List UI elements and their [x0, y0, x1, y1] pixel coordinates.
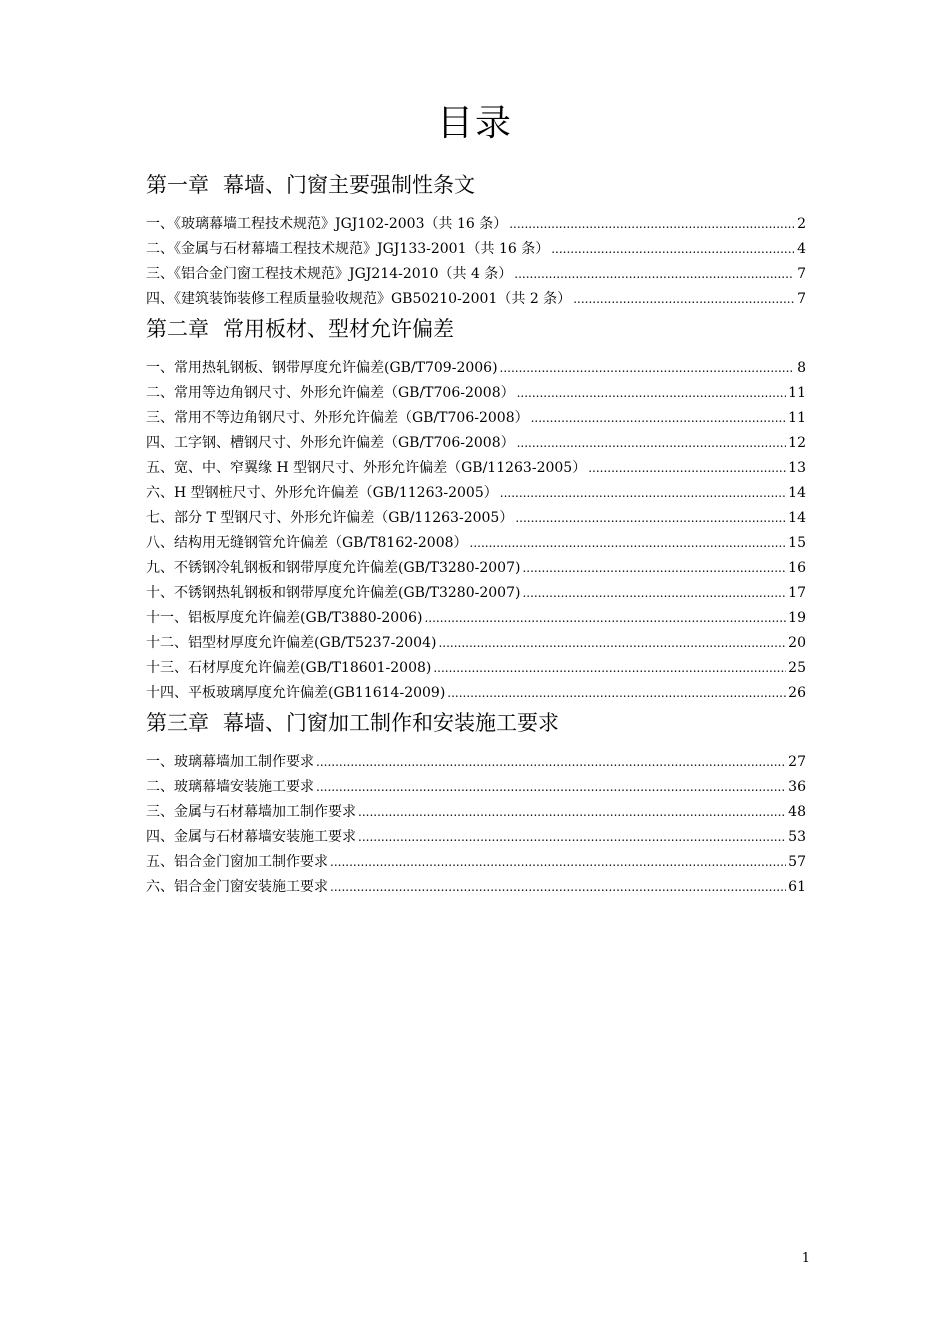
toc-entry[interactable]: [146, 656, 806, 681]
dot-leader: [438, 631, 786, 656]
toc-entry-label: 一、玻璃幕墙加工制作要求: [146, 754, 314, 770]
toc-entry[interactable]: [146, 681, 806, 706]
toc-entry-page: 20: [788, 635, 806, 651]
chapter-heading: [146, 168, 806, 202]
toc-entry[interactable]: [146, 406, 806, 431]
toc-entry-label: 三、金属与石材幕墙加工制作要求: [146, 804, 356, 820]
dot-leader: [447, 681, 786, 706]
toc-entry-label: 五、宽、中、窄翼缘 H 型钢尺寸、外形允许偏差（GB/11263-2005）: [146, 460, 587, 476]
toc-entry-label: 四、工字钢、槽钢尺寸、外形允许偏差（GB/T706-2008）: [146, 435, 515, 451]
toc-entry[interactable]: [146, 262, 806, 287]
toc-entry[interactable]: [146, 775, 806, 800]
toc-entry-label: 三、《铝合金门窗工程技术规范》JGJ214-2010（共 4 条）: [146, 266, 513, 282]
table-of-contents: [146, 168, 806, 900]
toc-entry-page: 2: [797, 216, 806, 232]
toc-entry-page: 7: [797, 291, 806, 307]
toc-entry[interactable]: [146, 800, 806, 825]
toc-entry-label: 九、不锈钢冷轧钢板和钢带厚度允许偏差(GB/T3280-2007): [146, 560, 521, 576]
toc-entry-page: 25: [788, 660, 806, 676]
dot-leader: [358, 800, 786, 825]
dot-leader: [522, 556, 786, 581]
toc-entry[interactable]: [146, 237, 806, 262]
dot-leader: [433, 656, 786, 681]
toc-entry[interactable]: [146, 456, 806, 481]
toc-entry-label: 七、部分 T 型钢尺寸、外形允许偏差（GB/11263-2005）: [146, 510, 514, 526]
toc-entry[interactable]: [146, 850, 806, 875]
toc-entry-page: 17: [788, 585, 806, 601]
dot-leader: [316, 775, 786, 800]
toc-entry-page: 13: [788, 460, 806, 476]
toc-entry[interactable]: [146, 356, 806, 381]
toc-entry-label: 五、铝合金门窗加工制作要求: [146, 854, 328, 870]
dot-leader: [522, 581, 786, 606]
toc-entry-label: 二、《金属与石材幕墙工程技术规范》JGJ133-2001（共 16 条）: [146, 241, 550, 257]
dot-leader: [551, 237, 794, 262]
toc-entry-label: 十一、铝板厚度允许偏差(GB/T3880-2006): [146, 610, 423, 626]
toc-entry-label: 三、常用不等边角钢尺寸、外形允许偏差（GB/T706-2008）: [146, 410, 529, 426]
toc-entry-label: 十、不锈钢热轧钢板和钢带厚度允许偏差(GB/T3280-2007): [146, 585, 521, 601]
chapter-heading: [146, 706, 806, 740]
chapter-title: 幕墙、门窗加工制作和安装施工要求: [223, 711, 559, 735]
toc-entry-page: 11: [788, 410, 806, 426]
toc-entry-label: 十三、石材厚度允许偏差(GB/T18601-2008): [146, 660, 432, 676]
chapter-title: 常用板材、型材允许偏差: [223, 317, 454, 341]
chapter-number: 第一章: [146, 173, 209, 197]
toc-entry-page: 12: [788, 435, 806, 451]
toc-entry-page: 19: [788, 610, 806, 626]
page-title: 目录: [436, 103, 513, 144]
dot-leader: [588, 456, 786, 481]
chapter-title: 幕墙、门窗主要强制性条文: [223, 173, 475, 197]
toc-entry[interactable]: [146, 825, 806, 850]
toc-entry-label: 十二、铝型材厚度允许偏差(GB/T5237-2004): [146, 635, 437, 651]
toc-entry-page: 48: [788, 804, 806, 820]
toc-entry[interactable]: [146, 212, 806, 237]
toc-entry[interactable]: [146, 581, 806, 606]
dot-leader: [330, 850, 786, 875]
toc-entry-label: 八、结构用无缝钢管允许偏差（GB/T8162-2008）: [146, 535, 468, 551]
toc-entry-page: 8: [797, 360, 806, 376]
chapter-number: 第二章: [146, 317, 209, 341]
dot-leader: [517, 431, 787, 456]
toc-entry-label: 六、铝合金门窗安装施工要求: [146, 879, 328, 895]
toc-entry-page: 14: [788, 510, 806, 526]
dot-leader: [470, 531, 787, 556]
toc-entry-page: 61: [788, 879, 806, 895]
dot-leader: [316, 750, 786, 775]
toc-entry-page: 15: [788, 535, 806, 551]
page-number: 1: [801, 1251, 810, 1266]
toc-entry-page: 57: [788, 854, 806, 870]
toc-entry[interactable]: [146, 287, 806, 312]
toc-entry-label: 十四、平板玻璃厚度允许偏差(GB11614-2009): [146, 685, 446, 701]
toc-entry-page: 53: [788, 829, 806, 845]
toc-entry-page: 36: [788, 779, 806, 795]
dot-leader: [358, 825, 786, 850]
dot-leader: [531, 406, 787, 431]
toc-entry-page: 14: [788, 485, 806, 501]
chapter-number: 第三章: [146, 711, 209, 735]
toc-entry[interactable]: [146, 381, 806, 406]
dot-leader: [500, 356, 794, 381]
dot-leader: [514, 262, 794, 287]
toc-entry-page: 7: [797, 266, 806, 282]
toc-entry[interactable]: [146, 506, 806, 531]
toc-entry-label: 四、金属与石材幕墙安装施工要求: [146, 829, 356, 845]
dot-leader: [424, 606, 786, 631]
toc-entry-page: 11: [788, 385, 806, 401]
toc-entry[interactable]: [146, 750, 806, 775]
toc-entry[interactable]: [146, 631, 806, 656]
toc-entry-page: 27: [788, 754, 806, 770]
toc-entry-label: 二、玻璃幕墙安装施工要求: [146, 779, 314, 795]
toc-entry-page: 16: [788, 560, 806, 576]
dot-leader: [517, 381, 787, 406]
toc-entry-label: 一、常用热轧钢板、钢带厚度允许偏差(GB/T709-2006): [146, 360, 498, 376]
toc-entry-label: 四、《建筑装饰装修工程质量验收规范》GB50210-2001（共 2 条）: [146, 291, 572, 307]
toc-entry-label: 一、《玻璃幕墙工程技术规范》JGJ102-2003（共 16 条）: [146, 216, 508, 232]
toc-entry-label: 二、常用等边角钢尺寸、外形允许偏差（GB/T706-2008）: [146, 385, 515, 401]
toc-entry[interactable]: [146, 431, 806, 456]
dot-leader: [515, 506, 786, 531]
toc-entry[interactable]: [146, 606, 806, 631]
dot-leader: [573, 287, 794, 312]
chapter-heading: [146, 312, 806, 346]
toc-entry-label: 六、H 型钢桩尺寸、外形允许偏差（GB/11263-2005）: [146, 485, 498, 501]
toc-entry[interactable]: [146, 556, 806, 581]
toc-entry-page: 4: [797, 241, 806, 257]
toc-entry-page: 26: [788, 685, 806, 701]
toc-entry[interactable]: [146, 481, 806, 506]
toc-entry[interactable]: [146, 531, 806, 556]
dot-leader: [500, 481, 786, 506]
dot-leader: [509, 212, 794, 237]
toc-entry[interactable]: [146, 875, 806, 900]
dot-leader: [330, 875, 786, 900]
